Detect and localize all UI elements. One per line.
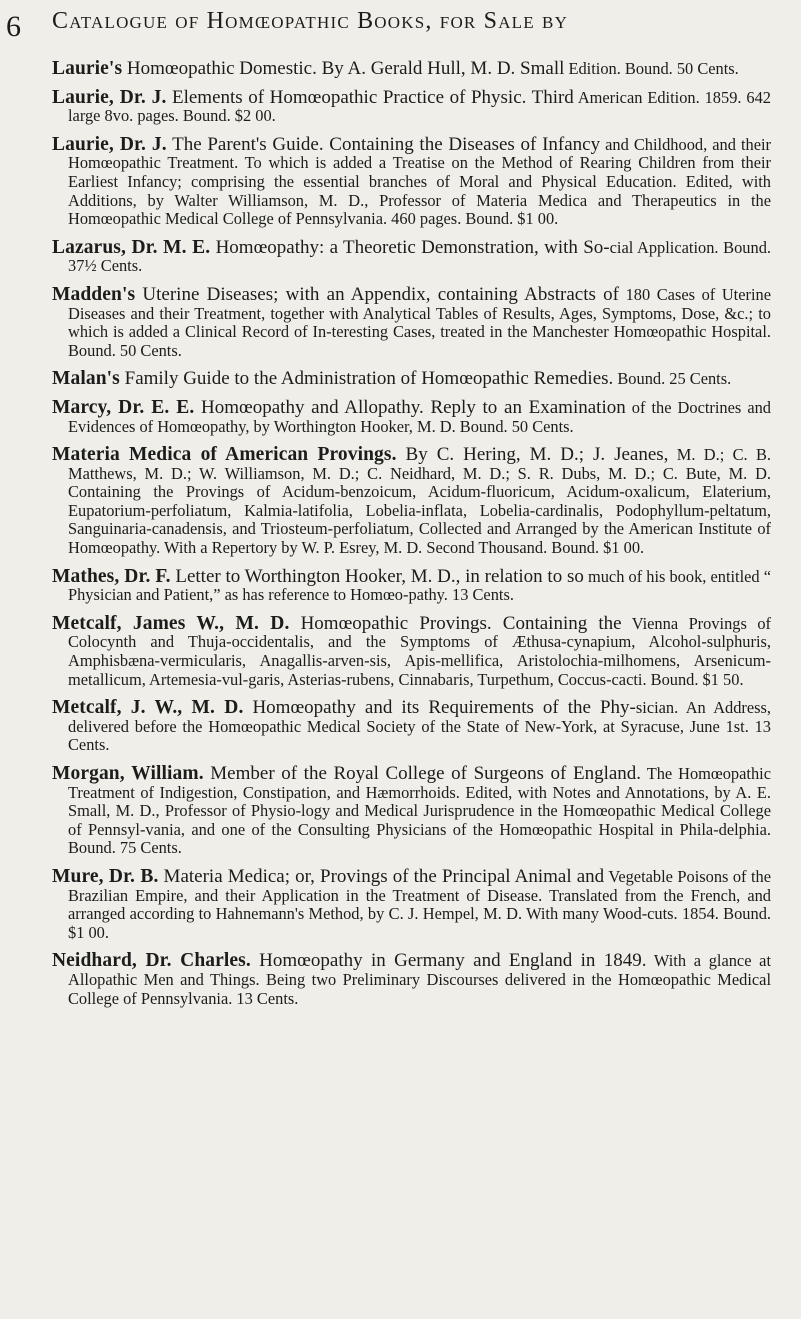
entry-body: Edition. Bound. 50 Cents. bbox=[564, 59, 739, 78]
entry-madden bbox=[52, 283, 771, 360]
entry-lead: Homœopathic Provings. Containing the bbox=[289, 612, 622, 634]
entry-lead: Homœopathy in Germany and England in 1849. bbox=[250, 950, 647, 972]
entry-name: Laurie's bbox=[52, 58, 123, 79]
entry-metcalf-requirements bbox=[52, 699, 771, 755]
entry-lead: Family Guide to the Administration of Homœopathic Remedies. bbox=[119, 368, 614, 390]
entry-body: M. D.; C. B. Matthews, M. D.; W. Williamson, M. D.; C. Neidhard, M. D.; S. R. Dubs, M. D.; C. Bute, M. D. Containing the Provings of Acidum-benzoicum, Acidum-fluoricum, Acidum-oxalicum, Elaterium, Eupatorium-perfoliatum, Kalmia-latifolia, Lobelia-inflata, Lobelia-cardinalis, Podophyllum-peltatum, Sanguinaria-canadensis, and Triosteum-perfoliatum, Collected and Arranged by the American Institute of Homœopathy. With a Repertory by W. P. Esrey, M. D. Second Thousand. Bound. $1 00. bbox=[68, 445, 771, 558]
entry-name: Mure, Dr. B. bbox=[52, 865, 159, 887]
entry-neidhard bbox=[52, 952, 771, 1008]
entry-mathes bbox=[52, 565, 772, 605]
entry-name: Metcalf, J. W., M. D. bbox=[52, 697, 244, 719]
entry-body: much of his book, entitled “ Physician and Patient,” as has reference to Homœo-pathy. 13 Cents. bbox=[68, 566, 772, 605]
entry-body: Bound. 25 Cents. bbox=[613, 369, 732, 389]
entry-lead: Materia Medica; or, Provings of the Principal Animal and bbox=[158, 865, 605, 887]
entry-laurie-parents-guide bbox=[52, 133, 771, 229]
entry-lauries-domestic bbox=[52, 60, 771, 79]
entry-name: Madden's bbox=[52, 283, 136, 305]
entry-metcalf-provings bbox=[52, 612, 771, 689]
entry-body: Vienna Provings of Colocynth and Thuja-occidentalis, and the Symptoms of Æthusa-cynapium, Alcohol-sulphuris, Amphisbæna-vermicularis, Anagallis-arven-sis, Apis-mellifica, Aristolochia-milhomens, Arsenicum-metallicum, Artemesia-vul-garis, Asterias-rubens, Cinnabaris, Turpethum, Coccus-cacti. Bound. $1 50. bbox=[68, 613, 771, 689]
entry-materia-medica bbox=[52, 446, 771, 558]
entry-body: The Homœopathic Treatment of Indigestion, Constipation, and Hæmorrhoids. Edited, with Notes and Annotations, by A. E. Small, M. D., Professor of Physio-logy and Medical Jurisprudence in the Homœopathic Medical College of Pennsyl-vania, and one of the Consulting Physicians of the Homœopathic Hospital in Phila-delphia. Bound. 75 Cents. bbox=[68, 764, 771, 858]
entry-lead: Uterine Diseases; with an Appendix, containing Abstracts of bbox=[135, 283, 619, 305]
running-title: Catalogue of Homœopathic Books, for Sale by bbox=[52, 8, 569, 34]
entry-name: Marcy, Dr. E. E. bbox=[52, 396, 195, 418]
page-number: 6 bbox=[6, 10, 21, 43]
entry-lazarus bbox=[52, 236, 771, 276]
entry-morgan bbox=[52, 765, 771, 858]
entry-lead: Homœopathy and Allopathy. Reply to an Examination bbox=[194, 396, 626, 418]
entry-name: Neidhard, Dr. Charles. bbox=[52, 950, 251, 972]
entry-body: American Edition. 1859. 642 large 8vo. pages. Bound. $2 00. bbox=[68, 87, 771, 126]
entry-lead: Homœopathic Domestic. By A. Gerald Hull, M. D. Small bbox=[122, 58, 565, 79]
entry-mure bbox=[52, 865, 771, 942]
entry-lead: Homœopathy and its Requirements of the Phy- bbox=[243, 697, 636, 719]
entry-name: Materia Medica of American Provings. bbox=[52, 444, 397, 466]
entry-name: Laurie, Dr. J. bbox=[52, 86, 167, 108]
entry-body: and Childhood, and their Homœopathic Treatment. To which is added a Treatise on the Method of Rearing Children from their Earliest Infancy; comprising the essential branches of Moral and Physical Education. Edited, with Additions, by Walter Williamson, M. D., Professor of Materia Medica and Therapeutics in the Homœopathic Medical College of Pennsylvania. 460 pages. Bound. $1 00. bbox=[68, 134, 771, 229]
entry-name: Lazarus, Dr. M. E. bbox=[52, 236, 211, 258]
entry-name: Metcalf, James W., M. D. bbox=[52, 612, 290, 634]
entry-lead: Homœopathy: a Theoretic Demonstration, with So- bbox=[210, 236, 610, 258]
entry-malan bbox=[52, 370, 771, 389]
entry-body: With a glance at Allopathic Men and Things. Being two Preliminary Discourses delivered in the Homœopathic Medical College of Pennsylvania. 13 Cents. bbox=[68, 951, 771, 1008]
entry-name: Mathes, Dr. F. bbox=[52, 565, 171, 587]
entry-body: 180 Cases of Uterine Diseases and their Treatment, together with Analytical Tables of Results, Ages, Symptoms, Dose, &c.; to which is added a Clinical Record of In-teresting Cases, treated in the Manchester Homœopathic Hospital. Bound. 50 Cents. bbox=[68, 284, 771, 360]
entry-list bbox=[52, 60, 771, 1008]
entry-body: of the Doctrines and Evidences of Homœopathy, by Worthington Hooker, M. D. Bound. 50 Cents. bbox=[68, 397, 771, 436]
entry-body: cial Application. Bound. 37½ Cents. bbox=[68, 237, 771, 276]
entry-body: Vegetable Poisons of the Brazilian Empire, and their Application in the Treatment of Disease. Translated from the French, and arranged according to Hahnemann's Method, by C. J. Hempel, M. D. With many Wood-cuts. 1854. Bound. $1 00. bbox=[68, 866, 771, 942]
entry-marcy bbox=[52, 396, 771, 436]
entry-lead: Member of the Royal College of Surgeons of England. bbox=[203, 763, 642, 784]
entry-body: sician. An Address, delivered before the Homœopathic Medical Society of the State of New-York, at Syracuse, June 1st. 13 Cents. bbox=[68, 698, 772, 755]
entry-name: Malan's bbox=[52, 368, 120, 390]
entry-lead: The Parent's Guide. Containing the Diseases of Infancy bbox=[166, 133, 601, 155]
entry-name: Laurie, Dr. J. bbox=[52, 133, 167, 155]
running-head bbox=[6, 0, 771, 60]
entry-lead: Letter to Worthington Hooker, M. D., in relation to so bbox=[170, 565, 584, 587]
entry-lead: By C. Hering, M. D.; J. Jeanes, bbox=[396, 444, 669, 466]
entry-laurie-elements bbox=[52, 86, 771, 126]
entry-lead: Elements of Homœopathic Practice of Physic. Third bbox=[166, 86, 574, 108]
entry-name: Morgan, William. bbox=[52, 763, 204, 784]
